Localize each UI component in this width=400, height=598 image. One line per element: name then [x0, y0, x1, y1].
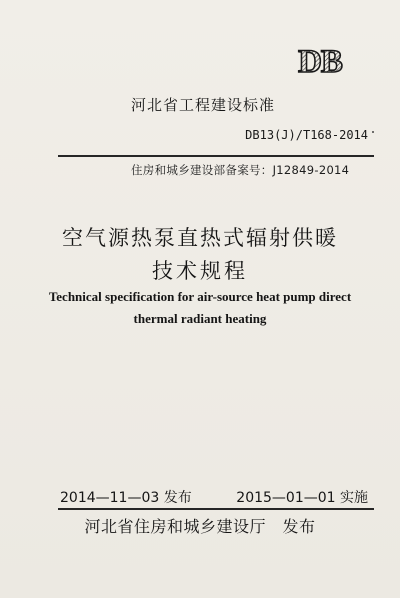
db-logo [276, 46, 364, 76]
standard-number: DB13(J)/T168-2014 [245, 128, 368, 142]
implement-date: 2015—01—01 实施 [236, 490, 368, 506]
print-speck [372, 131, 374, 133]
footer-divider [58, 508, 374, 510]
header-divider [58, 155, 374, 157]
chinese-title-line-2: 技术规程 [152, 259, 248, 283]
record-number: 住房和城乡建设部备案号：J12849-2014 [131, 163, 350, 177]
standard-type: 河北省工程建设标准 [131, 96, 276, 114]
english-title-line-2: thermal radiant heating [133, 311, 267, 326]
issue-date: 2014—11—03 发布 [60, 490, 192, 506]
logo-text: DB [298, 46, 342, 76]
publisher: 河北省住房和城乡建设厅 发布 [84, 517, 316, 536]
chinese-title-line-1: 空气源热泵直热式辐射供暖 [62, 226, 338, 250]
english-title-line-1: Technical specification for air-source heat pump direct [48, 289, 352, 304]
